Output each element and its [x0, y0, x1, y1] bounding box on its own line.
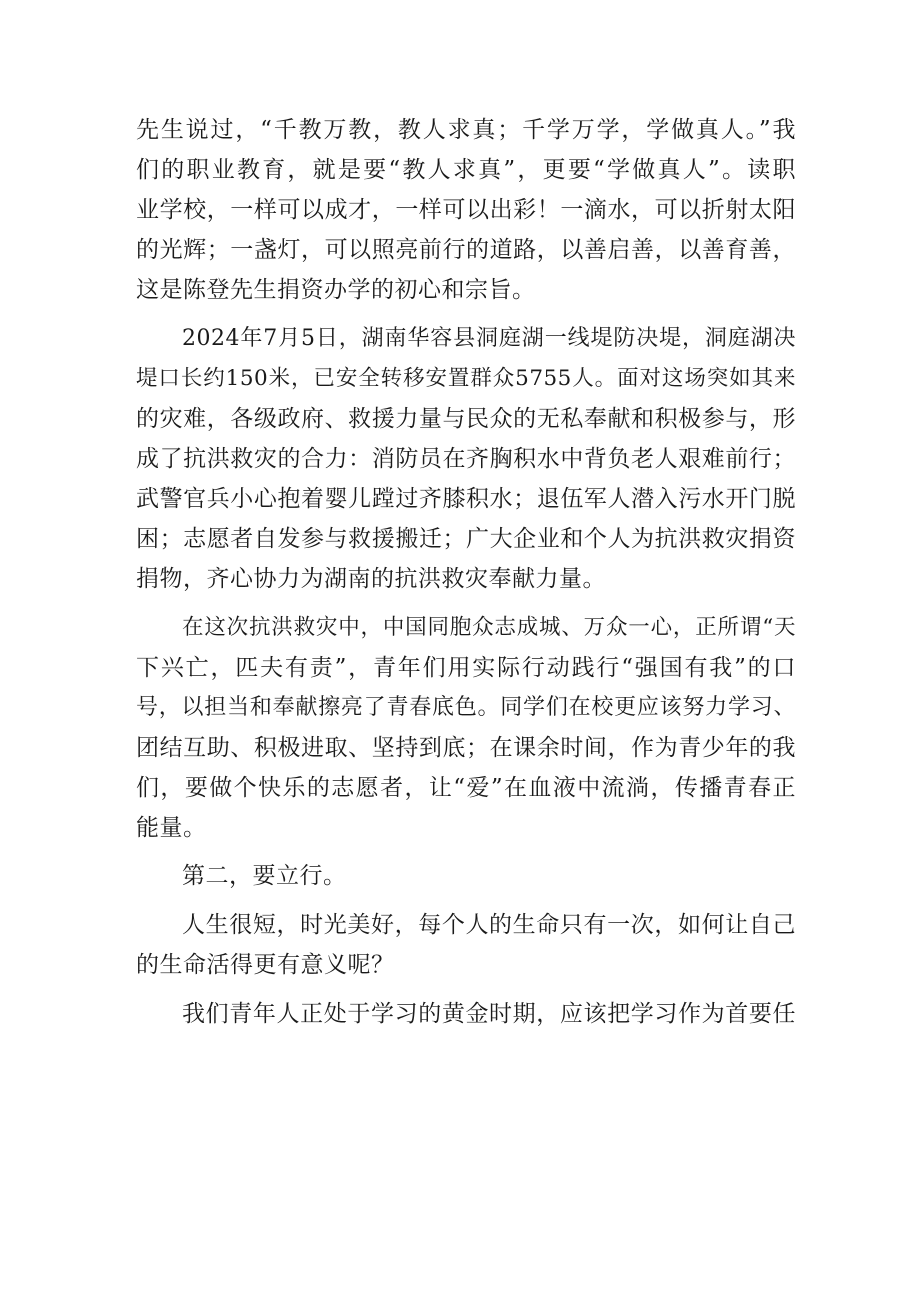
- text-line: 们，要做个快乐的志愿者，让“爱”在血液中流淌，传播青春正: [136, 774, 796, 801]
- text-line: 武警官兵小心抱着婴儿蹚过齐膝积水；退伍军人潜入污水开门脱: [136, 485, 796, 512]
- text-line: 成了抗洪救灾的合力：消防员在齐胸积水中背负老人艰难前行；: [136, 445, 796, 472]
- text-line: 这是陈登先生捐资办学的初心和宗旨。: [136, 277, 536, 303]
- text-line: 在这次抗洪救灾中，中国同胞众志成城、万众一心，正所谓“天: [182, 614, 796, 640]
- text-line: 业学校，一样可以成才，一样可以出彩！一滴水，可以折射太阳: [136, 197, 796, 223]
- text-line: 困；志愿者自发参与救援搬迁；广大企业和个人为抗洪救灾捐资: [136, 525, 796, 552]
- text-line: 的生命活得更有意义呢？: [136, 952, 395, 979]
- text-line: 堤口长约150米，已安全转移安置群众5755人。面对这场突如其来: [136, 365, 796, 391]
- text-line: 的灾难，各级政府、救援力量与民众的无私奉献和积极参与，形: [136, 405, 796, 432]
- text-line: 下兴亡，匹夫有责”，青年们用实际行动践行“强国有我”的口: [136, 654, 796, 681]
- paragraph-4: [136, 856, 796, 896]
- text-line: 捐物，齐心协力为湖南的抗洪救灾奉献力量。: [136, 565, 606, 592]
- text-line: 2024年7月5日，湖南华容县洞庭湖一线堤防决堤，洞庭湖决: [182, 325, 796, 351]
- document-body: [136, 110, 796, 1043]
- text-line: 们的职业教育，就是要“教人求真”，更要“学做真人”。读职: [136, 157, 796, 183]
- paragraph-3: [136, 608, 796, 848]
- text-line: 先生说过，“千教万教，教人求真；千学万学，学做真人。”我: [136, 117, 796, 143]
- text-line: 团结互助、积极进取、坚持到底；在课余时间，作为青少年的我: [136, 734, 796, 761]
- text-line: 能量。: [136, 814, 207, 841]
- text-line: 人生很短，时光美好，每个人的生命只有一次，如何让自己: [182, 912, 796, 939]
- paragraph-6: [136, 994, 796, 1034]
- paragraph-1: [136, 110, 796, 310]
- paragraph-5: [136, 905, 796, 985]
- text-line: 号，以担当和奉献擦亮了青春底色。同学们在校更应该努力学习、: [136, 694, 796, 720]
- paragraph-2: [136, 319, 796, 599]
- section-heading: 第二，要立行。: [182, 863, 347, 890]
- text-line: 的光辉；一盏灯，可以照亮前行的道路，以善启善，以善育善，: [136, 237, 796, 263]
- text-line: 我们青年人正处于学习的黄金时期，应该把学习作为首要任: [182, 1000, 796, 1027]
